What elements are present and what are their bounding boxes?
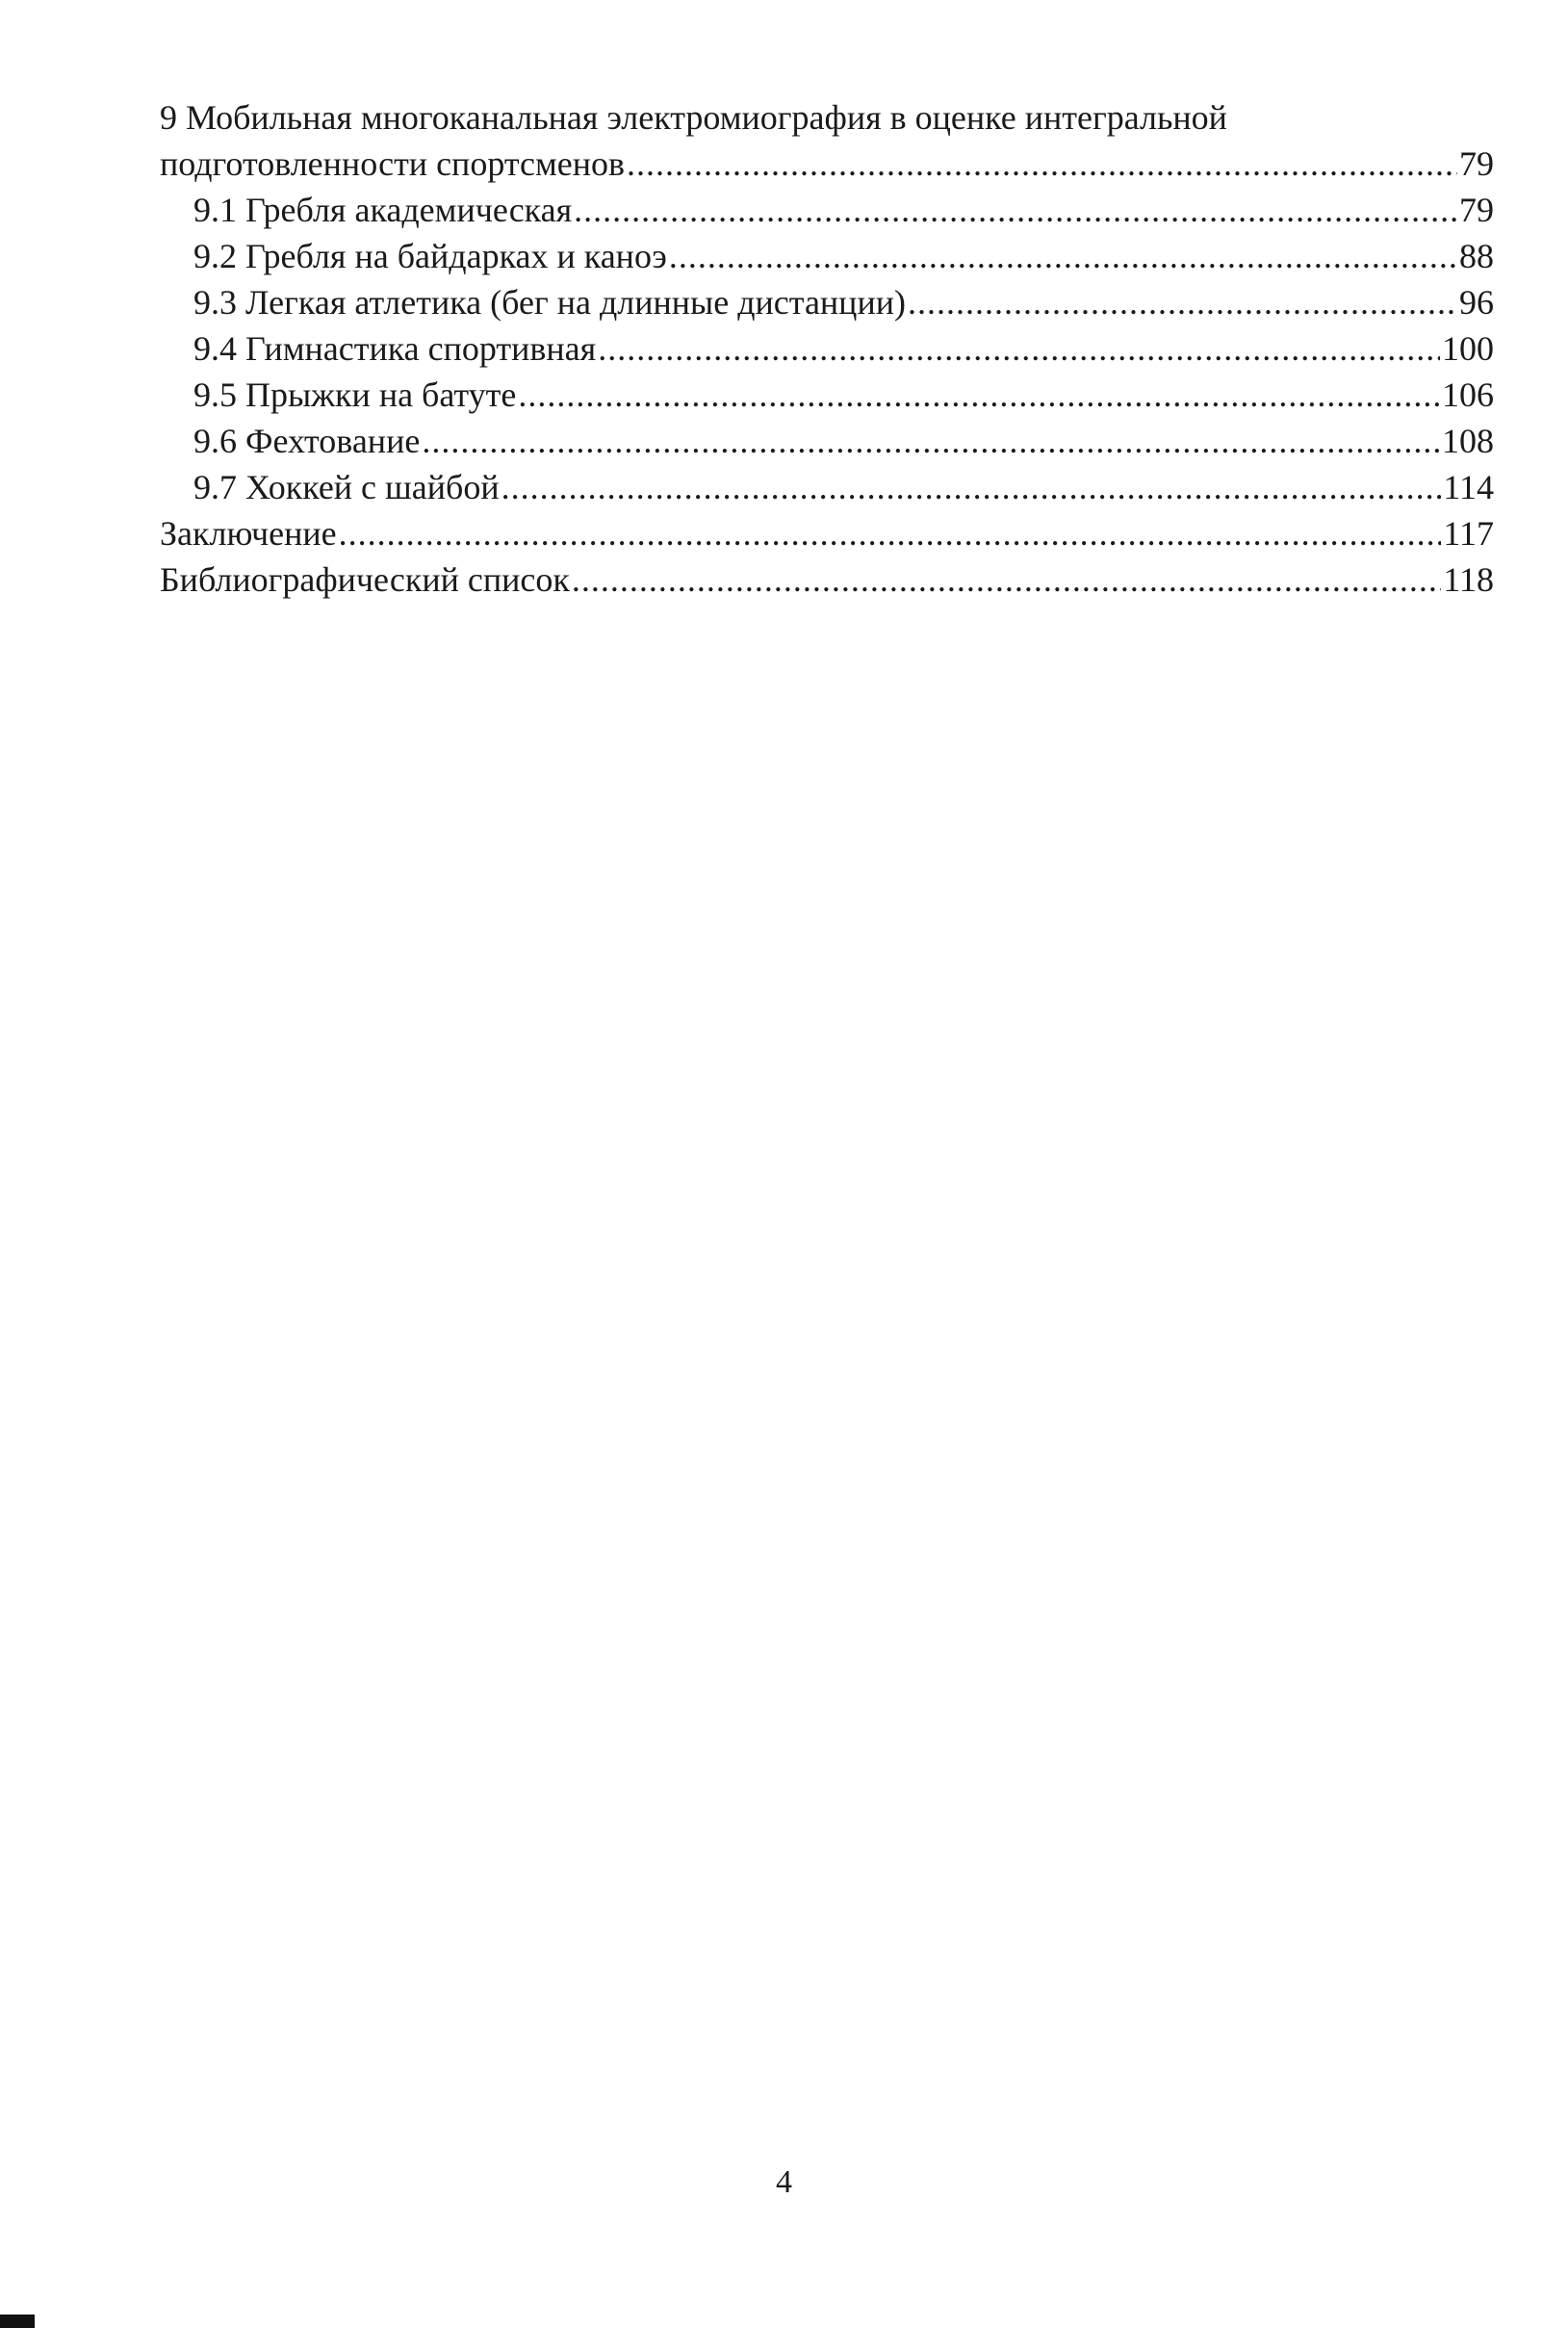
- page-number: 4: [776, 2164, 792, 2200]
- toc-entry-9-6: [160, 418, 1494, 464]
- toc-page-number: 79: [1459, 144, 1494, 183]
- toc-entry-title-line-2: подготовленности спортсменов: [160, 144, 626, 183]
- toc-page-number: 118: [1443, 560, 1494, 599]
- toc-entry-chapter-9: [160, 94, 1494, 187]
- toc-page-number: 88: [1459, 237, 1494, 275]
- toc-page-number: 108: [1442, 422, 1494, 460]
- dot-leader: [574, 187, 1457, 233]
- dot-leader: [627, 141, 1457, 187]
- toc-entry-title: 9.5 Прыжки на батуте: [193, 375, 517, 414]
- dot-leader: [908, 279, 1457, 325]
- toc-entry-9-5: [160, 372, 1494, 418]
- toc-page-number: 96: [1459, 283, 1494, 322]
- toc-entry-bibliography: [160, 556, 1494, 603]
- toc-entry-conclusion: [160, 510, 1494, 556]
- toc-entry-title: 9.7 Хоккей с шайбой: [193, 468, 500, 506]
- toc-entry-title: Заключение: [160, 514, 337, 553]
- toc-entry-title: 9.1 Гребля академическая: [193, 191, 573, 229]
- toc-entry-9-2: [160, 233, 1494, 279]
- table-of-contents: [160, 94, 1494, 603]
- toc-entry-9-3: [160, 279, 1494, 325]
- toc-page-number: 106: [1442, 375, 1494, 414]
- dot-leader: [669, 233, 1457, 279]
- toc-page-number: 117: [1443, 514, 1494, 553]
- toc-entry-title: Библиографический список: [160, 560, 570, 599]
- toc-entry-title: 9.2 Гребля на байдарках и каноэ: [193, 237, 667, 275]
- toc-entry-9-7: [160, 464, 1494, 510]
- toc-page-number: 100: [1442, 329, 1494, 368]
- scan-edge-mark: [0, 2315, 35, 2328]
- dot-leader: [572, 556, 1441, 603]
- dot-leader: [339, 510, 1442, 556]
- toc-entry-9-4: [160, 325, 1494, 372]
- toc-page-number: 79: [1459, 191, 1494, 229]
- dot-leader: [501, 464, 1442, 510]
- dot-leader: [598, 325, 1440, 372]
- dot-leader: [518, 372, 1440, 418]
- toc-entry-9-1: [160, 187, 1494, 233]
- toc-page-number: 114: [1443, 468, 1494, 506]
- toc-entry-title: 9.4 Гимнастика спортивная: [193, 329, 597, 368]
- toc-entry-line-2: [160, 141, 1494, 187]
- toc-entry-title-line-1: 9 Мобильная многоканальная электромиография в оценке интегральной: [160, 98, 1227, 137]
- toc-entry-title: 9.3 Легкая атлетика (бег на длинные дистанции): [193, 283, 906, 322]
- toc-entry-title: 9.6 Фехтование: [193, 422, 421, 460]
- dot-leader: [422, 418, 1440, 464]
